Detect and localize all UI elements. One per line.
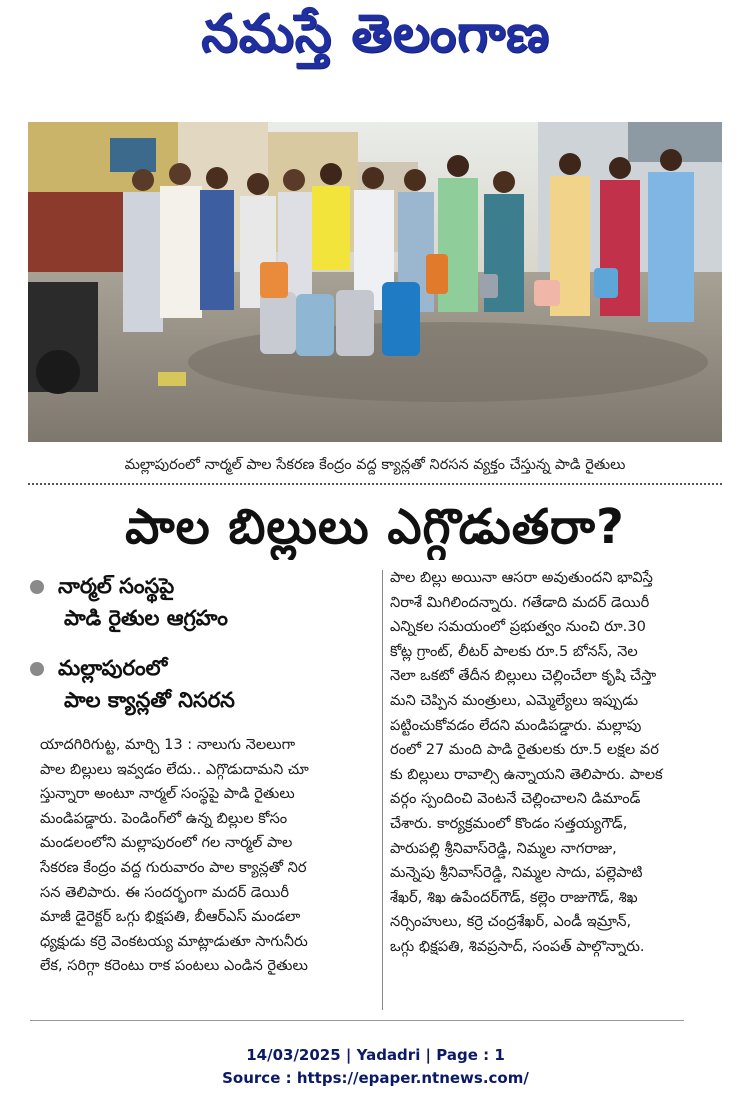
dotted-divider bbox=[28, 483, 722, 485]
subhead-2-line1: మల్లాపురంలో bbox=[58, 656, 168, 680]
body-line: పాల బిల్లులు ఇవ్వడం లేదు.. ఎగ్గొడుదామని చూ bbox=[40, 760, 309, 778]
subhead-1-line2: పాడి రైతుల ఆగ్రహం bbox=[64, 606, 228, 630]
photo-caption: మల్లాపురంలో నార్మల్ పాల సేకరణ కేంద్రం వద్ద క్యాన్లతో నిరసన వ్యక్తం చేస్తున్న పాడి రైతులు bbox=[124, 457, 626, 473]
body-line: నెలా ఒకటో తేదీన బిల్లులు చెల్లించేలా కృషి చేస్తా bbox=[390, 667, 657, 685]
body-line: పారుపల్లి శ్రీనివాస్‌రెడ్డి, నిమ్మల నాగరాజు, bbox=[390, 839, 617, 857]
bullet-icon bbox=[30, 580, 44, 594]
body-line: వర్గం స్పందించి వెంటనే చెల్లించాలని డిమాండ్ bbox=[390, 790, 641, 808]
body-line: లేక, సరిగ్గా కరెంటు రాక పంటలు ఎండిన రైతులు bbox=[40, 957, 308, 975]
body-line: స్తున్నారా అంటూ నార్మల్ సంస్థపై పాడి రైతులు bbox=[40, 785, 295, 803]
body-line: కోట్ల గ్రాంట్, లీటర్ పాలకు రూ.5 బోనస్, నెల bbox=[390, 642, 638, 660]
body-line: పట్టించుకోవడం లేదని మండిపడ్డారు. మల్లాపు bbox=[390, 716, 642, 734]
body-line: మాజీ డైరెక్టర్ ఒగ్గు భిక్షపతి, బీఆర్‌ఎస్ మండలా bbox=[40, 908, 301, 926]
body-line: ఒగ్గు భిక్షపతి, శివప్రసాద్, సంపత్ పాల్గొన్నారు. bbox=[390, 937, 645, 955]
body-line: మన్నెపు శ్రీనివాస్‌రెడ్డి, నిమ్మల సాదు, పల్లెపాటి bbox=[390, 864, 643, 882]
subhead-1 bbox=[30, 570, 375, 634]
body-line: సేకరణ కేంద్రం వద్ద గురువారం పాల క్యాన్లతో నిర bbox=[40, 858, 307, 876]
body-line: ధ్యక్షుడు కర్రె వెంకటయ్య మాట్లాడుతూ సాగునీరు bbox=[40, 932, 308, 950]
article-body-left bbox=[40, 733, 376, 979]
bullet-icon bbox=[30, 662, 44, 676]
subhead-1-line1: నార్మల్ సంస్థపై bbox=[58, 574, 175, 598]
body-line: నర్సింహులు, కర్రె చంద్రశేఖర్, ఎండీ ఇమ్రాన్, bbox=[390, 913, 632, 931]
body-line: శేఖర్, శిఖ ఉపేందర్‌గౌడ్, కల్లెం రాజుగౌడ్, శిఖ bbox=[390, 888, 638, 906]
article-body-right bbox=[390, 566, 722, 960]
body-line: మండలంలోని మల్లాపురంలో గల నార్మల్ పాల bbox=[40, 834, 293, 852]
body-line: రంలో 27 మంది పాడి రైతులకు రూ.5 లక్షల వర bbox=[390, 741, 659, 759]
footer-source: Source : https://epaper.ntnews.com/ bbox=[222, 1069, 529, 1087]
body-line: సన తెలిపారు. ఈ సందర్భంగా మదర్ డెయిరీ bbox=[40, 883, 290, 901]
subhead-2-line2: పాల క్యాన్లతో నిసరన bbox=[64, 688, 235, 712]
news-photo bbox=[28, 122, 722, 442]
footer-dateline: 14/03/2025 | Yadadri | Page : 1 bbox=[246, 1046, 505, 1064]
body-line: చేశారు. కార్యక్రమంలో కొండం సత్తయ్యగౌడ్, bbox=[390, 814, 628, 832]
subhead-2 bbox=[30, 652, 375, 716]
headline: పాల బిల్లులు ఎగ్గొడుతరా? bbox=[125, 499, 625, 555]
body-line: ఎన్నికల సమయంలో ప్రభుత్వం నుంచి రూ.30 bbox=[390, 618, 646, 636]
masthead-title: నమస్తే తెలంగాణ bbox=[201, 3, 550, 64]
masthead bbox=[0, 0, 751, 80]
body-line: మండిపడ్డారు. పెండింగ్‌లో ఉన్న బిల్లుల కోసం bbox=[40, 809, 288, 827]
body-line: మని చెప్పిన మంత్రులు, ఎమ్మెల్యేలు ఇప్పుడు bbox=[390, 691, 639, 709]
body-line: నిరాశే మిగిలిందన్నారు. గతేడాది మదర్ డెయిరీ bbox=[390, 593, 650, 611]
column-divider bbox=[382, 570, 383, 1010]
body-line: యాదగిరిగుట్ట, మార్చి 13 : నాలుగు నెలలుగా bbox=[40, 736, 296, 753]
body-line: కు బిల్లులు రావాల్సి ఉన్నాయని తెలిపారు. పాలక bbox=[390, 765, 663, 783]
news-photo-illustration bbox=[28, 122, 722, 442]
bottom-rule bbox=[30, 1020, 684, 1021]
body-line: పాల బిల్లు అయినా ఆసరా అవుతుందని భావిస్తే bbox=[390, 569, 653, 586]
